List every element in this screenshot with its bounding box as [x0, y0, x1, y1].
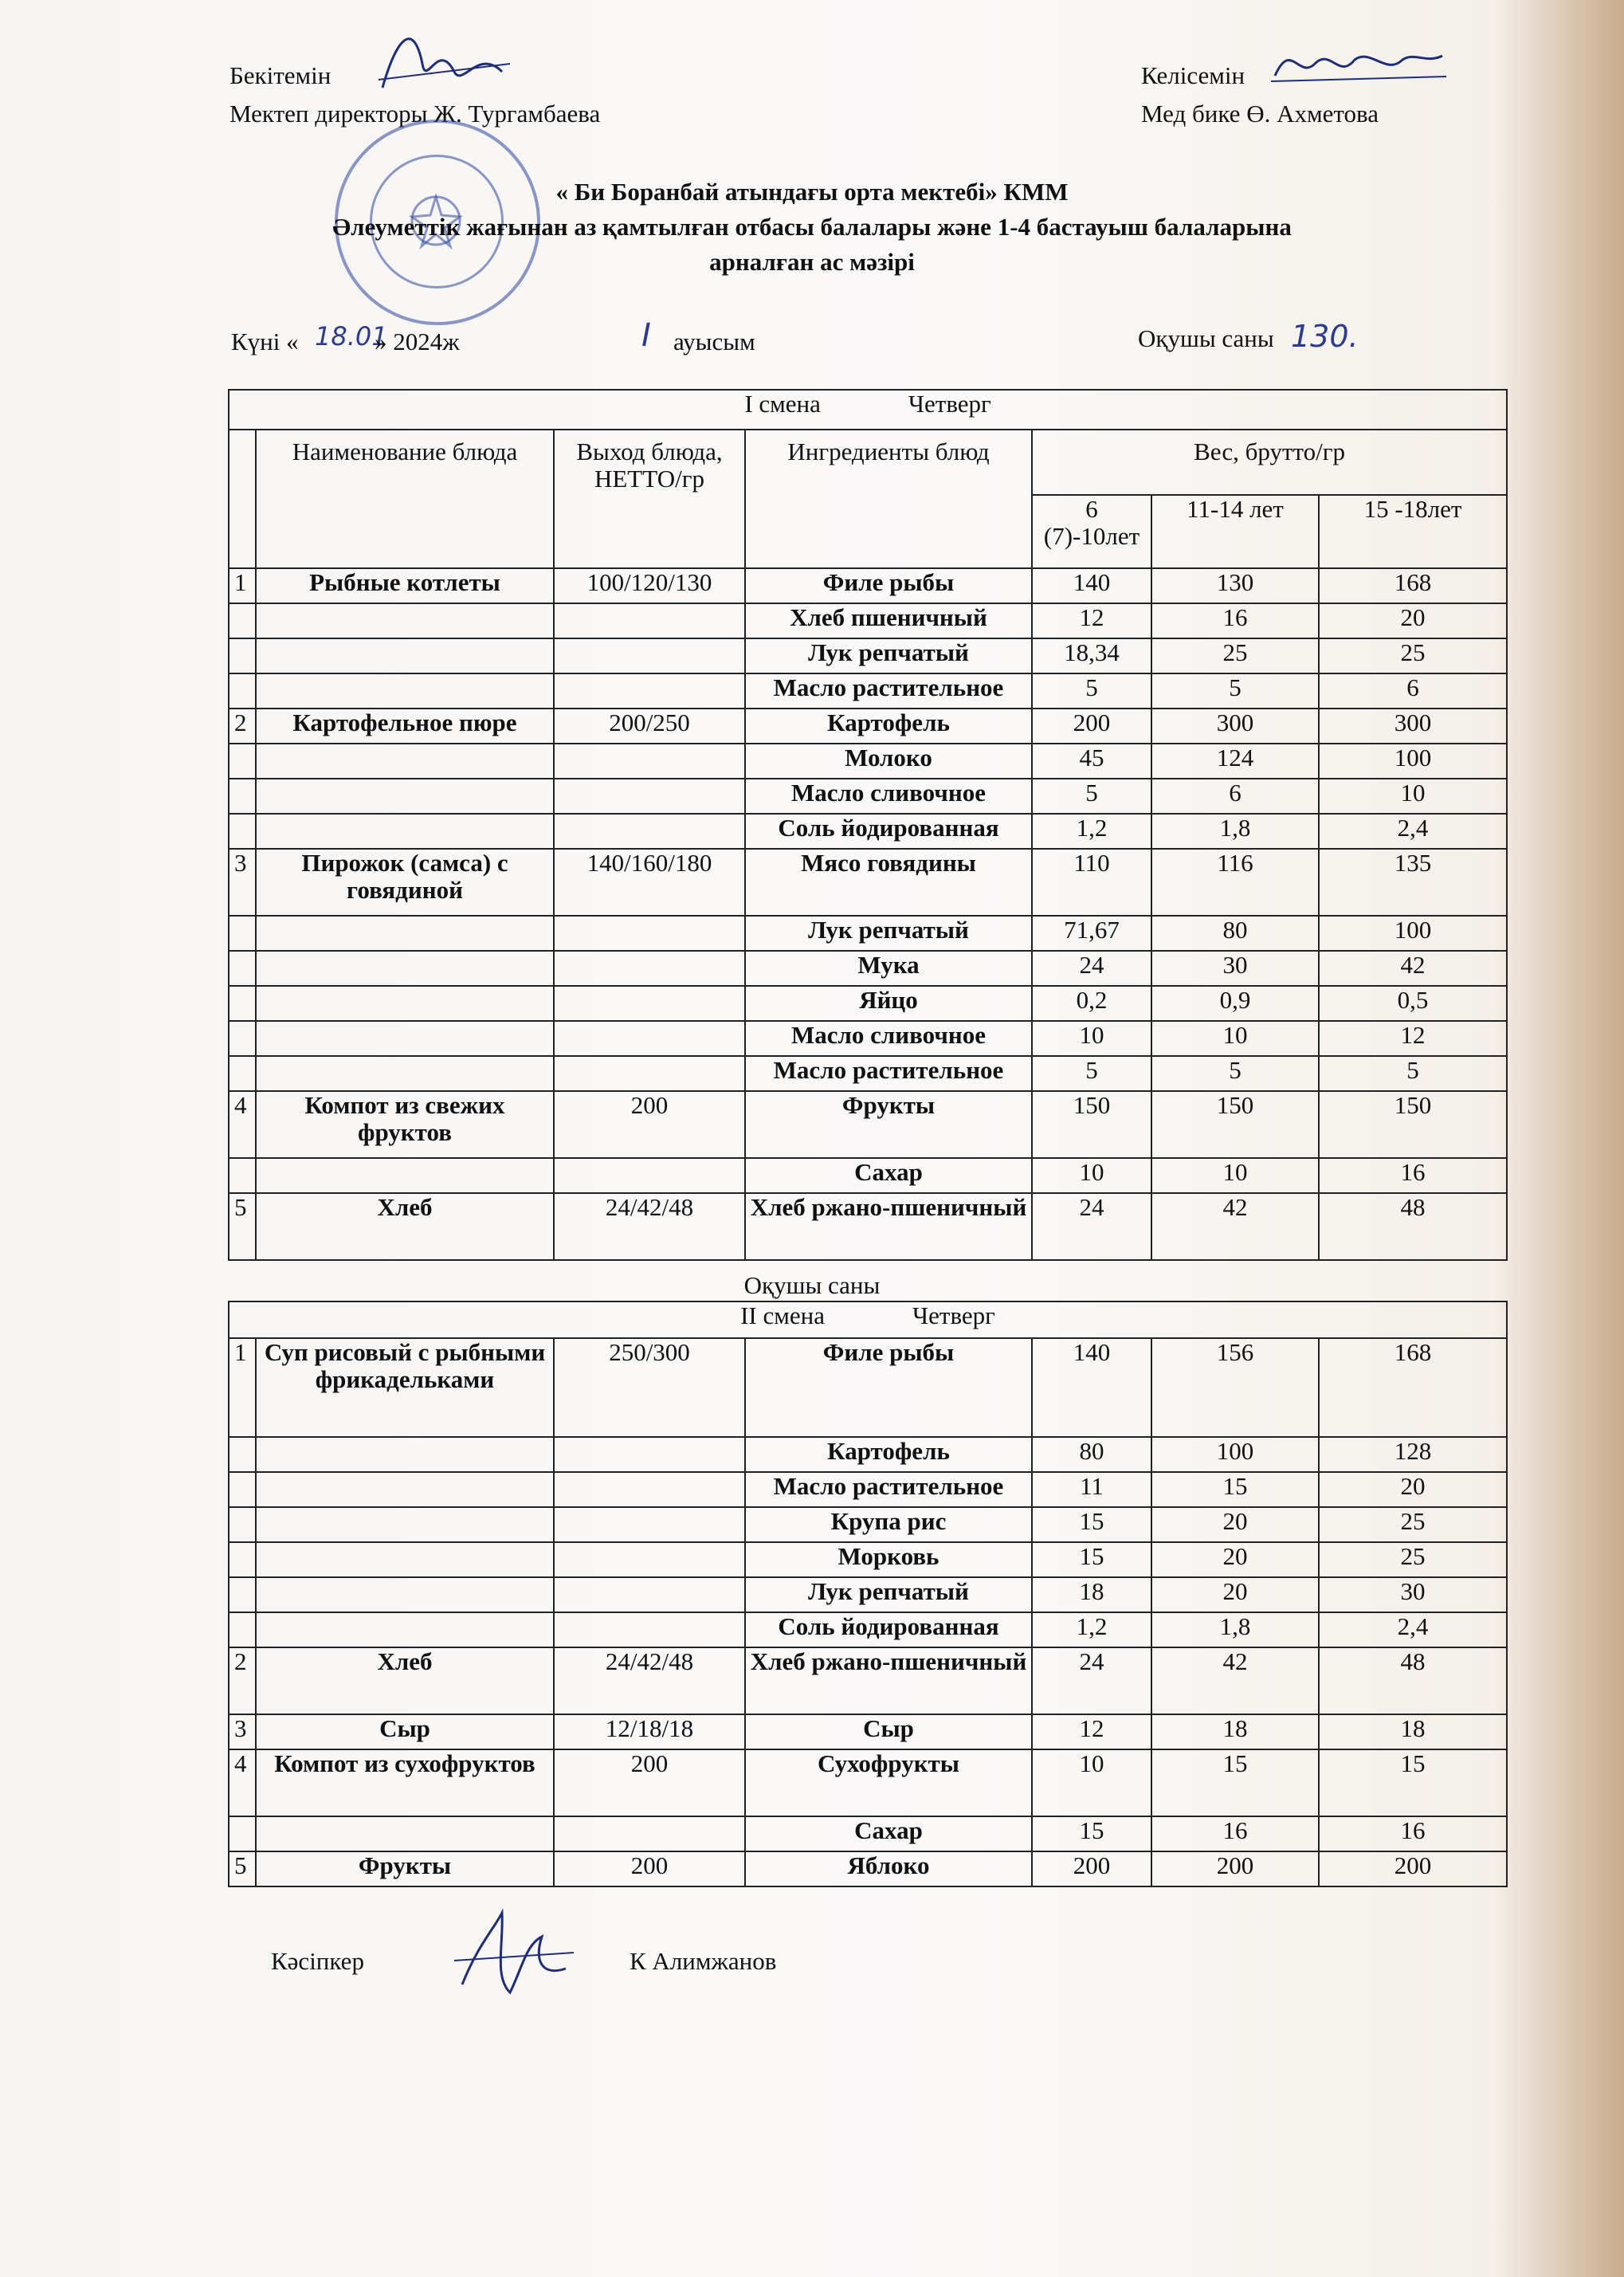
- output-netto: [554, 1577, 745, 1612]
- weight-age-1: 24: [1032, 1647, 1151, 1714]
- director-line: Мектеп директоры Ж. Тургамбаева: [229, 100, 601, 128]
- weight-age-2: 18: [1151, 1714, 1319, 1749]
- weight-age-3: 12: [1319, 1021, 1507, 1056]
- row-number: [229, 603, 256, 638]
- row-number: [229, 1507, 256, 1542]
- output-netto: [554, 1158, 745, 1193]
- ingredient: Крупа рис: [745, 1507, 1032, 1542]
- output-netto: 200: [554, 1091, 745, 1158]
- dish-name: Рыбные котлеты: [256, 568, 554, 603]
- dish-name: [256, 1542, 554, 1577]
- dish-name: Сыр: [256, 1714, 554, 1749]
- ingredient: Яблоко: [745, 1851, 1032, 1886]
- weight-age-2: 5: [1151, 1056, 1319, 1091]
- weight-age-2: 16: [1151, 603, 1319, 638]
- row-number: 1: [229, 568, 256, 603]
- dish-name: [256, 779, 554, 814]
- table-row: [229, 1021, 1507, 1056]
- dish-name: Картофельное пюре: [256, 709, 554, 744]
- table-row: [229, 709, 1507, 744]
- weight-age-1: 110: [1032, 849, 1151, 916]
- agree-label: Келісемін: [1141, 61, 1245, 89]
- ingredient: Хлеб ржано-пшеничный: [745, 1647, 1032, 1714]
- weight-age-2: 15: [1151, 1749, 1319, 1816]
- output-netto: [554, 673, 745, 709]
- row-number: [229, 951, 256, 986]
- dish-name: Суп рисовый с рыбными фрикадельками: [256, 1338, 554, 1437]
- dish-name: [256, 1158, 554, 1193]
- output-netto: [554, 603, 745, 638]
- ingredient: Картофель: [745, 709, 1032, 744]
- ingredient: Лук репчатый: [745, 638, 1032, 673]
- weight-age-1: 18,34: [1032, 638, 1151, 673]
- title-line-1: « Би Боранбай атындағы орта мектебі» КММ: [555, 178, 1069, 206]
- dish-name: [256, 986, 554, 1021]
- weight-age-1: 12: [1032, 1714, 1151, 1749]
- weight-age-3: 15: [1319, 1749, 1507, 1816]
- output-netto: 200: [554, 1749, 745, 1816]
- weight-age-3: 48: [1319, 1193, 1507, 1260]
- table-row: [229, 951, 1507, 986]
- col-output: Выход блюда, НЕТТО/гр: [554, 430, 745, 568]
- row-number: [229, 1472, 256, 1507]
- weight-age-1: 1,2: [1032, 1612, 1151, 1647]
- weight-age-2: 42: [1151, 1193, 1319, 1260]
- dish-name: [256, 638, 554, 673]
- dish-name: Хлеб: [256, 1647, 554, 1714]
- ingredient: Сыр: [745, 1714, 1032, 1749]
- output-netto: [554, 1437, 745, 1472]
- weight-age-3: 48: [1319, 1647, 1507, 1714]
- weight-age-2: 156: [1151, 1338, 1319, 1437]
- weight-age-2: 116: [1151, 849, 1319, 916]
- table-row: [229, 603, 1507, 638]
- weight-age-2: 20: [1151, 1577, 1319, 1612]
- students-value: 130.: [1291, 319, 1359, 354]
- approve-label: Бекітемін: [229, 61, 331, 89]
- output-netto: [554, 1816, 745, 1851]
- weight-age-2: 200: [1151, 1851, 1319, 1886]
- dish-name: [256, 1437, 554, 1472]
- day-label: Күні «: [231, 328, 299, 355]
- weight-age-1: 24: [1032, 1193, 1151, 1260]
- row-number: [229, 916, 256, 951]
- dish-name: [256, 1816, 554, 1851]
- table-row: [229, 1542, 1507, 1577]
- row-number: [229, 814, 256, 849]
- col-age-3: 15 -18лет: [1319, 495, 1507, 568]
- dish-name: [256, 951, 554, 986]
- weight-age-2: 1,8: [1151, 814, 1319, 849]
- output-netto: 200: [554, 1851, 745, 1886]
- dish-name: [256, 916, 554, 951]
- weight-age-2: 10: [1151, 1158, 1319, 1193]
- dish-name: Пирожок (самса) с говядиной: [256, 849, 554, 916]
- weight-age-1: 10: [1032, 1749, 1151, 1816]
- table-row: [229, 744, 1507, 779]
- ingredient: Сухофрукты: [745, 1749, 1032, 1816]
- weight-age-3: 100: [1319, 744, 1507, 779]
- output-netto: [554, 779, 745, 814]
- weight-age-2: 10: [1151, 1021, 1319, 1056]
- weight-age-3: 20: [1319, 603, 1507, 638]
- weight-age-3: 168: [1319, 568, 1507, 603]
- row-number: [229, 744, 256, 779]
- row-number: [229, 1056, 256, 1091]
- weight-age-3: 18: [1319, 1714, 1507, 1749]
- table-row: [229, 1338, 1507, 1437]
- weight-age-2: 15: [1151, 1472, 1319, 1507]
- table-row: [229, 1193, 1507, 1260]
- col-age-1: 6 (7)-10лет: [1032, 495, 1151, 568]
- shift-1-header: I смена Четверг: [229, 390, 1507, 430]
- weight-age-3: 20: [1319, 1472, 1507, 1507]
- row-number: 5: [229, 1851, 256, 1886]
- nurse-line: Мед бике Ө. Ахметова: [1141, 100, 1379, 128]
- weight-age-1: 11: [1032, 1472, 1151, 1507]
- dish-name: [256, 1021, 554, 1056]
- row-number: [229, 1816, 256, 1851]
- row-number: [229, 1542, 256, 1577]
- output-netto: [554, 1612, 745, 1647]
- weight-age-3: 16: [1319, 1158, 1507, 1193]
- dish-name: [256, 603, 554, 638]
- weight-age-2: 20: [1151, 1507, 1319, 1542]
- weight-age-1: 24: [1032, 951, 1151, 986]
- weight-age-3: 300: [1319, 709, 1507, 744]
- weight-age-1: 5: [1032, 673, 1151, 709]
- weight-age-3: 25: [1319, 638, 1507, 673]
- ingredient: Морковь: [745, 1542, 1032, 1577]
- weight-age-3: 16: [1319, 1816, 1507, 1851]
- dish-name: [256, 1472, 554, 1507]
- weight-age-2: 0,9: [1151, 986, 1319, 1021]
- row-number: [229, 1612, 256, 1647]
- table-row: [229, 814, 1507, 849]
- year-label: » 2024ж: [375, 328, 460, 355]
- students-label: Оқушы саны: [1138, 324, 1274, 352]
- ingredient: Масло сливочное: [745, 1021, 1032, 1056]
- weight-age-2: 124: [1151, 744, 1319, 779]
- row-number: 4: [229, 1091, 256, 1158]
- output-netto: 24/42/48: [554, 1647, 745, 1714]
- weight-age-3: 200: [1319, 1851, 1507, 1886]
- title-line-2: Әлеуметтік жағынан аз қамтылған отбасы балалары және 1-4 бастауыш балаларына: [332, 213, 1292, 241]
- weight-age-2: 25: [1151, 638, 1319, 673]
- weight-age-1: 15: [1032, 1507, 1151, 1542]
- weight-age-2: 6: [1151, 779, 1319, 814]
- table-row: [229, 986, 1507, 1021]
- table-row: [229, 1091, 1507, 1158]
- weight-age-2: 20: [1151, 1542, 1319, 1577]
- row-number: [229, 1577, 256, 1612]
- menu-table-shift-1: [228, 389, 1508, 1261]
- nurse-signature: [1267, 32, 1450, 96]
- output-netto: [554, 986, 745, 1021]
- menu-table-shift-2: [228, 1301, 1508, 1887]
- ingredient: Мясо говядины: [745, 849, 1032, 916]
- row-number: 5: [229, 1193, 256, 1260]
- dish-name: [256, 814, 554, 849]
- ingredient: Сахар: [745, 1158, 1032, 1193]
- output-netto: [554, 814, 745, 849]
- weight-age-3: 42: [1319, 951, 1507, 986]
- ingredient: Сахар: [745, 1816, 1032, 1851]
- output-netto: [554, 1056, 745, 1091]
- weight-age-1: 10: [1032, 1158, 1151, 1193]
- row-number: [229, 638, 256, 673]
- weight-age-3: 25: [1319, 1542, 1507, 1577]
- table-row: [229, 1612, 1507, 1647]
- table-row: [229, 1507, 1507, 1542]
- output-netto: [554, 638, 745, 673]
- weight-age-3: 25: [1319, 1507, 1507, 1542]
- dish-name: [256, 744, 554, 779]
- ingredient: Масло растительное: [745, 1056, 1032, 1091]
- day-value: 18.01: [315, 321, 388, 351]
- table-row: [229, 568, 1507, 603]
- weight-age-1: 0,2: [1032, 986, 1151, 1021]
- ingredient: Соль йодированная: [745, 814, 1032, 849]
- weight-age-3: 135: [1319, 849, 1507, 916]
- ingredient: Лук репчатый: [745, 1577, 1032, 1612]
- shift-value: I: [641, 317, 651, 354]
- weight-age-1: 1,2: [1032, 814, 1151, 849]
- weight-age-2: 80: [1151, 916, 1319, 951]
- weight-age-3: 2,4: [1319, 814, 1507, 849]
- output-netto: [554, 1507, 745, 1542]
- table-row: [229, 1749, 1507, 1816]
- ingredient: Филе рыбы: [745, 1338, 1032, 1437]
- ingredient: Масло растительное: [745, 1472, 1032, 1507]
- weight-age-3: 30: [1319, 1577, 1507, 1612]
- dish-name: [256, 1507, 554, 1542]
- output-netto: [554, 1542, 745, 1577]
- weight-age-2: 100: [1151, 1437, 1319, 1472]
- table-row: [229, 638, 1507, 673]
- dish-name: Компот из свежих фруктов: [256, 1091, 554, 1158]
- dish-name: Фрукты: [256, 1851, 554, 1886]
- ingredient: Хлеб пшеничный: [745, 603, 1032, 638]
- output-netto: 200/250: [554, 709, 745, 744]
- weight-age-3: 168: [1319, 1338, 1507, 1437]
- weight-age-1: 15: [1032, 1816, 1151, 1851]
- weight-age-2: 130: [1151, 568, 1319, 603]
- col-age-2: 11-14 лет: [1151, 495, 1319, 568]
- dish-name: Хлеб: [256, 1193, 554, 1260]
- weight-age-1: 200: [1032, 709, 1151, 744]
- weight-age-3: 150: [1319, 1091, 1507, 1158]
- weight-age-1: 45: [1032, 744, 1151, 779]
- table-row: [229, 1437, 1507, 1472]
- weight-age-3: 128: [1319, 1437, 1507, 1472]
- weight-age-2: 42: [1151, 1647, 1319, 1714]
- shift-label: ауысым: [673, 328, 755, 355]
- weight-age-1: 140: [1032, 1338, 1151, 1437]
- row-number: 3: [229, 1714, 256, 1749]
- row-number: 2: [229, 709, 256, 744]
- output-netto: 24/42/48: [554, 1193, 745, 1260]
- weight-age-3: 6: [1319, 673, 1507, 709]
- director-signature: [367, 16, 518, 112]
- table-row: [229, 916, 1507, 951]
- ingredient: Хлеб ржано-пшеничный: [745, 1193, 1032, 1260]
- ingredient: Лук репчатый: [745, 916, 1032, 951]
- table-row: [229, 1647, 1507, 1714]
- ingredient: Масло растительное: [745, 673, 1032, 709]
- weight-age-3: 10: [1319, 779, 1507, 814]
- table-row: [229, 849, 1507, 916]
- table-row: [229, 673, 1507, 709]
- ingredient: Соль йодированная: [745, 1612, 1032, 1647]
- dish-name: Компот из сухофруктов: [256, 1749, 554, 1816]
- ingredient: Мука: [745, 951, 1032, 986]
- row-number: 1: [229, 1338, 256, 1437]
- dish-name: [256, 673, 554, 709]
- table-row: [229, 1056, 1507, 1091]
- output-netto: 250/300: [554, 1338, 745, 1437]
- footer-name: К Алимжанов: [630, 1947, 777, 1975]
- row-number: [229, 779, 256, 814]
- weight-age-1: 71,67: [1032, 916, 1151, 951]
- table-row: [229, 1577, 1507, 1612]
- weight-age-3: 0,5: [1319, 986, 1507, 1021]
- table-row: [229, 779, 1507, 814]
- row-number: 3: [229, 849, 256, 916]
- ingredient: Фрукты: [745, 1091, 1032, 1158]
- dish-name: [256, 1612, 554, 1647]
- ingredient: Молоко: [745, 744, 1032, 779]
- col-ingredients: Ингредиенты блюд: [745, 430, 1032, 568]
- weight-age-2: 30: [1151, 951, 1319, 986]
- dish-name: [256, 1056, 554, 1091]
- output-netto: [554, 951, 745, 986]
- title-line-3: арналған ас мәзірі: [709, 248, 915, 276]
- weight-age-1: 5: [1032, 779, 1151, 814]
- weight-age-3: 5: [1319, 1056, 1507, 1091]
- weight-age-3: 100: [1319, 916, 1507, 951]
- weight-age-1: 200: [1032, 1851, 1151, 1886]
- weight-age-1: 18: [1032, 1577, 1151, 1612]
- weight-age-1: 12: [1032, 603, 1151, 638]
- weight-age-1: 80: [1032, 1437, 1151, 1472]
- shift-2-header: II смена Четверг: [229, 1301, 1507, 1338]
- row-number: [229, 1158, 256, 1193]
- table-row: [229, 1472, 1507, 1507]
- weight-age-1: 140: [1032, 568, 1151, 603]
- weight-age-1: 150: [1032, 1091, 1151, 1158]
- output-netto: 12/18/18: [554, 1714, 745, 1749]
- row-number: 2: [229, 1647, 256, 1714]
- weight-age-1: 15: [1032, 1542, 1151, 1577]
- weight-age-2: 300: [1151, 709, 1319, 744]
- row-number: [229, 1021, 256, 1056]
- footer-role: Кәсіпкер: [271, 1947, 364, 1975]
- weight-age-1: 10: [1032, 1021, 1151, 1056]
- row-number: [229, 1437, 256, 1472]
- ingredient: Картофель: [745, 1437, 1032, 1472]
- row-number: 4: [229, 1749, 256, 1816]
- row-number: [229, 673, 256, 709]
- weight-age-3: 2,4: [1319, 1612, 1507, 1647]
- output-netto: [554, 1021, 745, 1056]
- ingredient: Филе рыбы: [745, 568, 1032, 603]
- table-row: [229, 1158, 1507, 1193]
- table-row: [229, 1816, 1507, 1851]
- weight-age-2: 16: [1151, 1816, 1319, 1851]
- dish-name: [256, 1577, 554, 1612]
- ingredient: Яйцо: [745, 986, 1032, 1021]
- col-dish-name: Наименование блюда: [256, 430, 554, 568]
- weight-age-2: 150: [1151, 1091, 1319, 1158]
- output-netto: [554, 916, 745, 951]
- table-row: [229, 1851, 1507, 1886]
- output-netto: 100/120/130: [554, 568, 745, 603]
- weight-age-2: 1,8: [1151, 1612, 1319, 1647]
- table-row: [229, 1714, 1507, 1749]
- col-weight: Вес, брутто/гр: [1032, 430, 1507, 495]
- output-netto: [554, 744, 745, 779]
- weight-age-1: 5: [1032, 1056, 1151, 1091]
- output-netto: [554, 1472, 745, 1507]
- entrepreneur-signature: [446, 1897, 582, 2008]
- weight-age-2: 5: [1151, 673, 1319, 709]
- row-number: [229, 986, 256, 1021]
- output-netto: 140/160/180: [554, 849, 745, 916]
- between-students-label: Оқушы саны: [743, 1271, 881, 1299]
- ingredient: Масло сливочное: [745, 779, 1032, 814]
